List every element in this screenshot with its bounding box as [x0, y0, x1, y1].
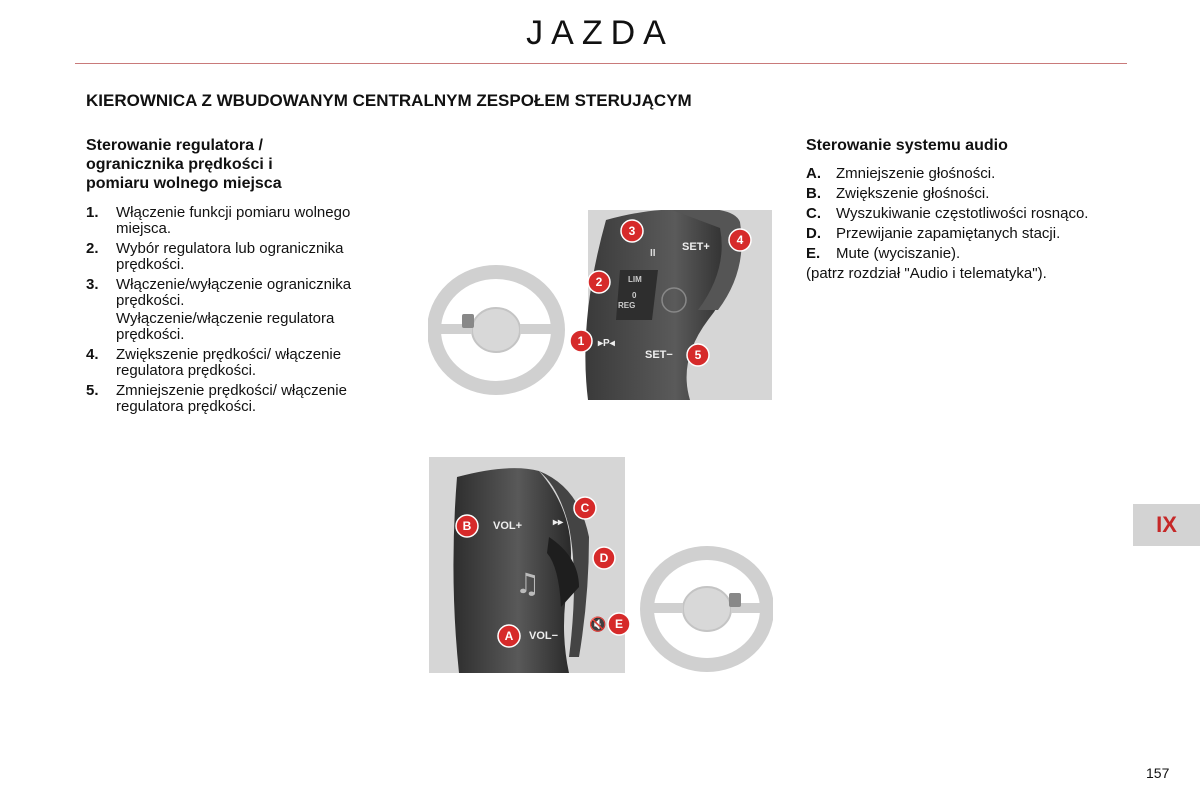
item-text: Zmniejszenie głośności. [836, 165, 996, 182]
vol-minus-label[interactable]: VOL− [529, 630, 559, 642]
item-letter: E. [806, 245, 821, 262]
callout-d [593, 547, 615, 569]
callout-c [574, 497, 596, 519]
item-letter: C. [806, 205, 821, 222]
callout-2 [588, 271, 610, 293]
callout-1-label: 1 [577, 334, 585, 348]
cruise-control-section [86, 136, 376, 419]
item-number: 5. [86, 382, 99, 399]
callout-3 [621, 220, 643, 242]
callout-3-label: 3 [628, 224, 636, 238]
music-note-icon: ♫ [515, 567, 541, 600]
list-item [86, 205, 376, 237]
cruise-control-list [86, 205, 376, 309]
item-letter: D. [806, 225, 821, 242]
callout-5 [687, 344, 709, 366]
item-number: 3. [86, 276, 99, 293]
list-item [806, 206, 1136, 222]
item-letter: B. [806, 185, 821, 202]
header-rule [75, 63, 1127, 64]
heading-line: pomiaru wolnego miejsca [86, 175, 282, 192]
section-heading: KIEROWNICA Z WBUDOWANYM CENTRALNYM ZESPOŁEM STERUJĄCYM [86, 91, 692, 110]
list-item [86, 347, 376, 379]
audio-control-list [806, 166, 1136, 262]
item-number: 4. [86, 346, 99, 363]
chapter-tab[interactable]: IX [1133, 504, 1200, 546]
chapter-title: JAZDA [526, 14, 674, 52]
list-item [86, 241, 376, 273]
callout-4 [729, 229, 751, 251]
item-text: Włączenie/wyłączenie ogranicznika prędkości. [116, 276, 352, 309]
item-text: Przewijanie zapamiętanych stacji. [836, 225, 1061, 242]
item-text: Zwiększenie głośności. [836, 185, 990, 202]
callout-b-label: B [462, 519, 472, 533]
audio-control-illustration [429, 457, 773, 673]
item-letter: A. [806, 165, 821, 182]
cruise-control-list-cont [86, 347, 376, 415]
vol-plus-label[interactable]: VOL+ [493, 520, 523, 532]
callout-5-label: 5 [694, 348, 702, 362]
page-number: 157 [1146, 765, 1170, 781]
list-item [86, 277, 376, 309]
lim-label: LIM [628, 275, 642, 284]
item-text: Mute (wyciszanie). [836, 245, 961, 262]
callout-b [456, 515, 478, 537]
cross-reference-note: (patrz rozdział "Audio i telematyka"). [806, 265, 1047, 282]
item-number: 1. [86, 204, 99, 221]
callout-2-label: 2 [595, 275, 603, 289]
callout-a [498, 625, 520, 647]
mute-icon[interactable]: 🔇 [589, 617, 607, 633]
steering-wheel-icon [434, 272, 558, 388]
cruise-control-heading [86, 136, 376, 193]
set-minus-label[interactable]: SET− [645, 349, 673, 361]
callout-1 [570, 330, 592, 352]
reg-label: REG [618, 301, 636, 310]
item-text: Włączenie funkcji pomiaru wolnego miejsca. [116, 204, 351, 237]
list-item [806, 186, 1136, 202]
callout-e-label: E [614, 617, 624, 631]
item-text: Wybór regulatora lub ogranicznika prędkości. [116, 240, 344, 273]
callout-d-label: D [599, 551, 609, 565]
cruise-control-illustration [428, 210, 772, 400]
pause-label: II [650, 248, 656, 259]
steering-wheel-icon [647, 553, 767, 665]
set-plus-label[interactable]: SET+ [682, 241, 710, 253]
audio-control-heading: Sterowanie systemu audio [806, 137, 1008, 154]
list-item [86, 383, 376, 415]
item-text: Zmniejszenie prędkości/ włączenie regulatora prędkości. [116, 382, 347, 415]
list-item [806, 166, 1136, 182]
callout-4-label: 4 [736, 233, 744, 247]
heading-line: ogranicznika prędkości i [86, 156, 273, 173]
list-item [806, 226, 1136, 242]
callout-e [608, 613, 630, 635]
heading-line: Sterowanie regulatora / [86, 137, 263, 154]
callout-c-label: C [580, 501, 590, 515]
callout-a-label: A [504, 629, 514, 643]
gap-label[interactable]: ▸P◂ [598, 338, 615, 349]
list-item [806, 246, 1136, 262]
item-text-extra: Wyłączenie/włączenie regulatora prędkości. [116, 310, 335, 343]
seek-label[interactable]: ▸▸ [553, 517, 564, 528]
audio-control-section [806, 136, 1136, 282]
zero-label: 0 [632, 291, 637, 300]
item-text: Zwiększenie prędkości/ włączenie regulatora prędkości. [116, 346, 342, 379]
item-number: 2. [86, 240, 99, 257]
item-text: Wyszukiwanie częstotliwości rosnąco. [836, 205, 1089, 222]
